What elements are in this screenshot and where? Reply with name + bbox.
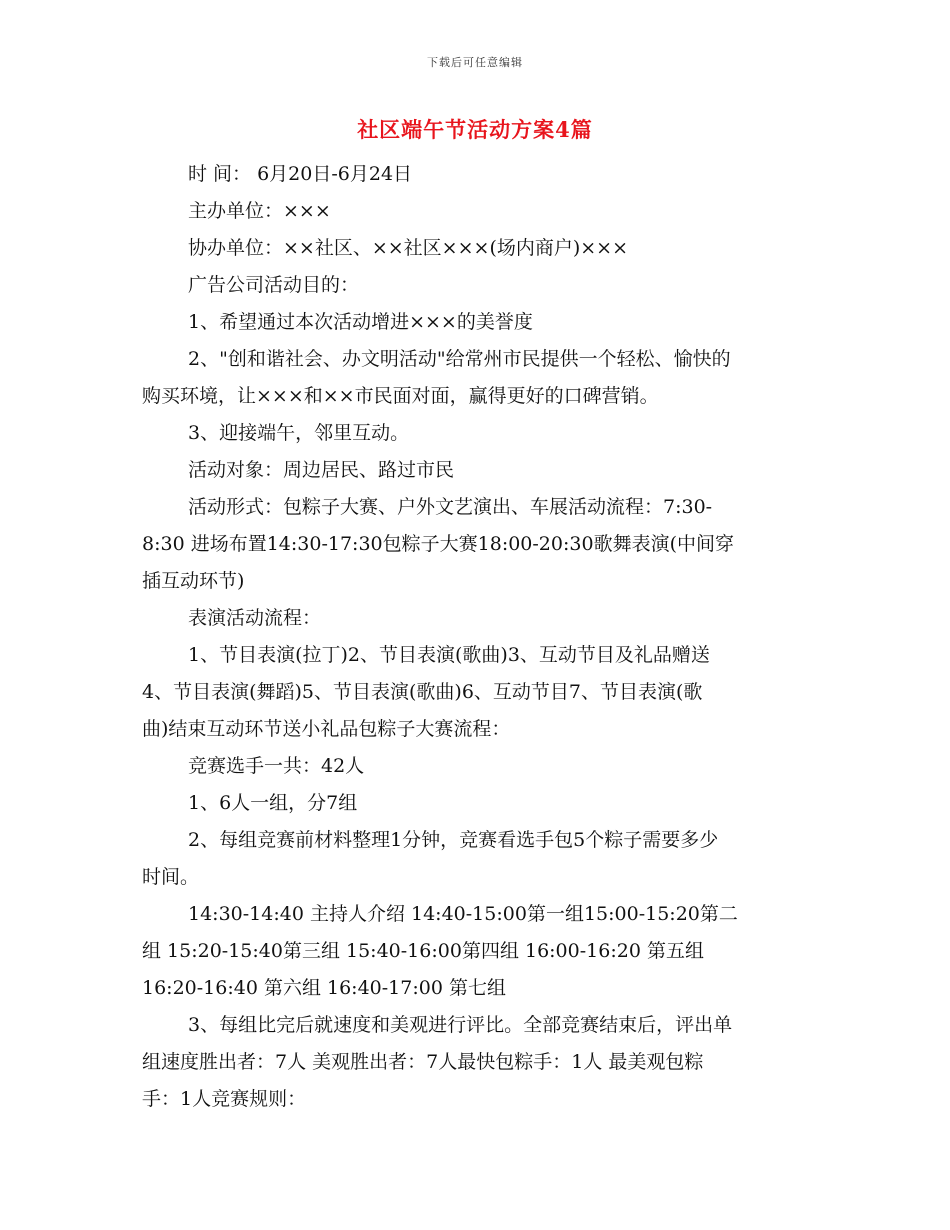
line-schedule-a: 14:30-14:40 主持人介绍 14:40-15:00第一组15:00-15:20第二 [188, 903, 738, 925]
line-judging-c: 手：1人竞赛规则： [142, 1088, 307, 1110]
document-body [142, 156, 810, 1118]
line-show-b: 4、节目表演(舞蹈)5、节目表演(歌曲)6、互动节目7、节目表演(歌 [142, 681, 703, 703]
line-purpose-2b: 购买环境，让×××和××市民面对面，赢得更好的口碑营销。 [142, 385, 659, 407]
line-format-b: 8:30 进场布置14:30-17:30包粽子大赛18:00-20:30歌舞表演(中间穿 [142, 533, 734, 555]
line-show-a: 1、节目表演(拉丁)2、节目表演(歌曲)3、互动节目及礼品赠送 [188, 644, 710, 666]
line-purpose-2a: 2、"创和谐社会、办文明活动"给常州市民提供一个轻松、愉快的 [188, 348, 731, 370]
line-audience: 活动对象：周边居民、路过市民 [188, 459, 455, 481]
line-purpose-3: 3、迎接端午，邻里互动。 [188, 422, 410, 444]
line-prep-b: 时间。 [142, 866, 200, 888]
line-format-a: 活动形式：包粽子大赛、户外文艺演出、车展活动流程：7:30- [188, 496, 713, 518]
line-schedule-b: 组 15:20-15:40第三组 15:40-16:00第四组 16:00-16:20 第五组 [142, 940, 704, 962]
line-purpose-1: 1、希望通过本次活动增进×××的美誉度 [188, 311, 533, 333]
line-show-c: 曲)结束互动环节送小礼品包粽子大赛流程： [142, 718, 511, 740]
page-header-note: 下载后可任意编辑 [427, 56, 523, 69]
line-format-c: 插互动环节) [142, 570, 245, 592]
line-show-heading: 表演活动流程： [188, 607, 322, 629]
line-organizer: 主办单位：××× [188, 200, 331, 222]
line-purpose-heading: 广告公司活动目的： [188, 274, 360, 296]
line-co-organizer: 协办单位：××社区、××社区×××(场内商户)××× [188, 237, 629, 259]
line-contestants: 竞赛选手一共：42人 [188, 755, 365, 777]
line-judging-a: 3、每组比完后就速度和美观进行评比。全部竞赛结束后，评出单 [188, 1014, 733, 1036]
line-prep-a: 2、每组竞赛前材料整理1分钟，竞赛看选手包5个粽子需要多少 [188, 829, 719, 851]
line-schedule-c: 16:20-16:40 第六组 16:40-17:00 第七组 [142, 977, 506, 999]
line-time: 时 间： 6月20日-6月24日 [188, 163, 413, 185]
line-groups: 1、6人一组，分7组 [188, 792, 358, 814]
line-judging-b: 组速度胜出者：7人 美观胜出者：7人最快包粽手：1人 最美观包粽 [142, 1051, 704, 1073]
document-title: 社区端午节活动方案4篇 [357, 117, 593, 142]
